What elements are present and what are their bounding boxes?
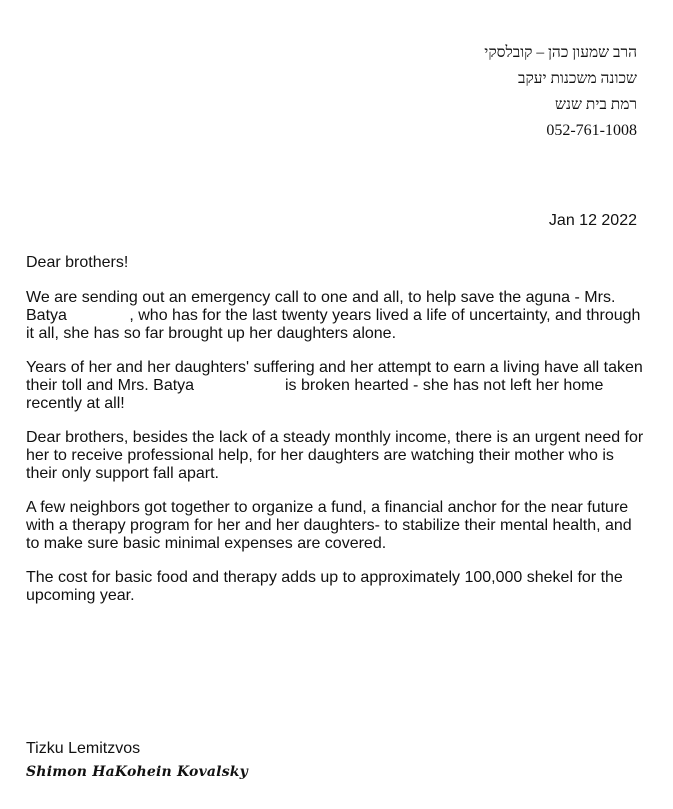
paragraph-2-end: is broken hearted - she has not left her home recently at all!: [26, 377, 604, 412]
sender-name: הרב שמעון כהן – קובלסקי: [484, 44, 637, 61]
letter-body: [26, 253, 646, 621]
paragraph-4: A few neighbors got together to organize a fund, a financial anchor for the near future with a therapy program for her and her daughters- to stabilize their mental health, and to make sure basic minimal expenses are covered.: [26, 499, 632, 552]
paragraph-1-start: We are sending out an emergency call to one and all, to help save the aguna - Mrs. Batya: [26, 289, 616, 324]
paragraph-2: [26, 359, 646, 413]
salutation: Dear brothers!: [26, 254, 129, 271]
paragraph-2-start: Years of her and her daughters' suffering and her attempt to earn a living have all taken their toll and Mrs. Batya: [26, 359, 643, 394]
paragraph-5: The cost for basic food and therapy adds up to approximately 100,000 shekel for the upcoming year.: [26, 569, 623, 604]
sender-neighborhood: שכונה משכנות יעקב: [517, 70, 637, 87]
paragraph-1: [26, 289, 646, 343]
paragraph-1-end: , who has for the last twenty years lived a life of uncertainty, and through it all, she has so far brought up her daughters alone.: [26, 307, 641, 342]
closing-phrase: Tizku Lemitzvos: [26, 740, 141, 757]
signature: Shimon HaKohein Kovalsky: [26, 764, 249, 780]
letterhead: [484, 40, 637, 144]
sender-city: רמת בית שנש: [555, 96, 637, 113]
paragraph-3: Dear brothers, besides the lack of a steady monthly income, there is an urgent need for her to receive professional help, for her daughters are watching their mother who is their only support fall apart.: [26, 429, 644, 482]
letter-date: Jan 12 2022: [548, 212, 637, 229]
sender-phone: 052-761-1008: [546, 122, 637, 139]
